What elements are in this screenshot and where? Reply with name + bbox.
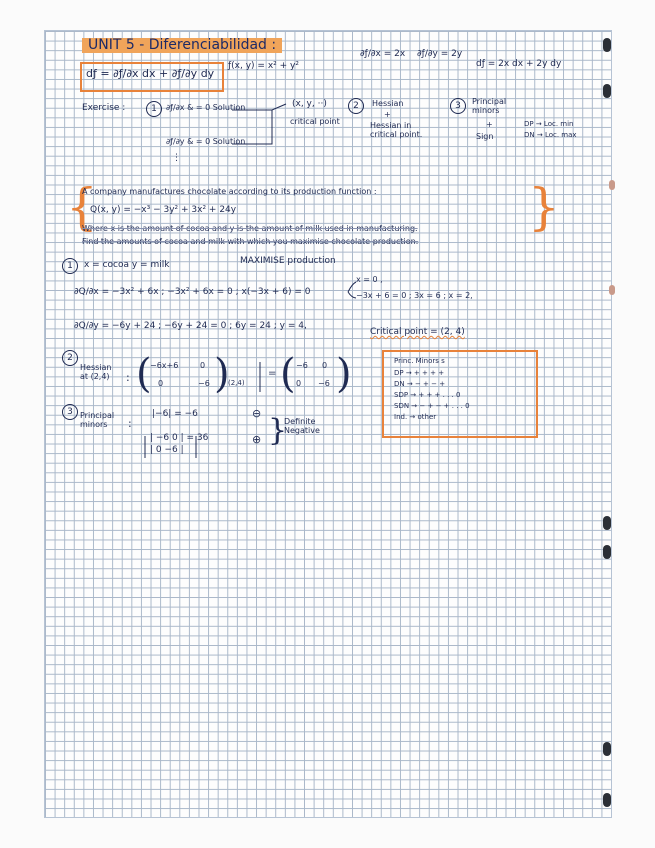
critical-point-result: Critical point = (2, 4): [370, 327, 465, 337]
problem-line-3: Where x is the amount of cocoa and y is the amount of milk used in manufacturing.: [82, 224, 418, 233]
hessian-eval-point: (2,4): [228, 379, 245, 387]
solution-step-3-circle: 3: [62, 404, 78, 420]
hessian-m1-c: 0: [158, 379, 164, 388]
sign-negative: ⊖: [252, 407, 262, 420]
hessian-m2-a: −6: [296, 361, 308, 370]
hessian-m2-b: 0: [322, 361, 328, 370]
princ-row-sdn: SDN → − + − + . . . 0: [394, 402, 470, 410]
partial-q-x: ∂Q/∂x = −3x² + 6x ; −3x² + 6x = 0 ; x(−3x + 6) = 0: [74, 287, 311, 297]
solution-step-2-circle: 2: [62, 350, 78, 366]
minor-1: |−6| = −6: [152, 409, 198, 419]
sign-positive: ⊕: [252, 433, 262, 446]
critical-point-tuple: (x, y, ··): [292, 99, 327, 109]
minor-2-row-2: | 0 −6 |: [150, 445, 184, 455]
branch-x-two: −3x + 6 = 0 ; 3x = 6 ; x = 2,: [356, 291, 473, 300]
matrix1-right-paren: ): [214, 351, 230, 397]
exercise-plus: +: [384, 110, 391, 119]
critical-point-label: critical point: [290, 117, 340, 126]
exercise-plus-2: +: [486, 120, 493, 129]
function-example: ƒ(x, y) = x² + y²: [228, 61, 299, 71]
problem-function: Q(x, y) = −x³ − 3y² + 3x² + 24y: [90, 205, 237, 215]
goal-label: MAXIMISE production: [240, 256, 336, 266]
matrix2-left-paren: (: [280, 351, 296, 397]
partial-y: ∂ƒ/∂y = 2y: [417, 49, 463, 59]
rule-dp: DP → Loc. min: [524, 120, 574, 128]
exercise-hessian: Hessian: [372, 99, 404, 108]
princ-box-title: Princ. Minors s: [394, 357, 445, 365]
step-2-circle: 2: [348, 98, 364, 114]
exercise-principal-minors: Principal minors: [472, 97, 507, 115]
result-definite-negative: Definite Negative: [284, 417, 320, 435]
equals-sign: =: [268, 368, 277, 379]
hessian-m1-b: 0: [200, 361, 206, 370]
exercise-label: Exercise :: [82, 103, 126, 113]
problem-line-1: A company manufactures chocolate according to its production function :: [82, 187, 377, 196]
df-example: dƒ = 2x dx + 2y dy: [476, 59, 562, 69]
result-brace: }: [268, 413, 288, 448]
minor-2-row-1: | −6 0 | = 36: [150, 433, 209, 443]
exercise-sign: Sign: [476, 132, 494, 141]
hessian-m2-c: 0: [296, 379, 302, 388]
exercise-step1-b: ∂ƒ/∂y & = 0 Solution: [166, 137, 246, 146]
colon: :: [126, 371, 130, 384]
step-3-circle: 3: [450, 98, 466, 114]
left-brace: {: [66, 178, 98, 236]
matrix2-right-paren: ): [336, 351, 352, 397]
partial-q-y: ∂Q/∂y = −6y + 24 ; −6y + 24 = 0 ; 6y = 24 ; y = 4,: [74, 321, 307, 331]
princ-row-dn: DN → − + − +: [394, 380, 446, 388]
princ-row-ind: Ind. → other: [394, 413, 437, 421]
rule-dn: DN → Loc. max: [524, 131, 577, 139]
principal-minors-label: Principal minors: [80, 411, 115, 429]
problem-line-4: Find the amounts of cocoa and milk with which you maximise chocolate production.: [82, 237, 419, 246]
total-differential: dƒ = ∂ƒ/∂x dx + ∂ƒ/∂y dy: [86, 67, 215, 80]
princ-row-dp: DP → + + + +: [394, 369, 445, 377]
hessian-m1-d: −6: [198, 379, 210, 388]
exercise-dots: ⋮: [172, 153, 181, 163]
hessian-m1-a: −6x+6: [150, 361, 179, 370]
exercise-step1-a: ∂ƒ/∂x & = 0 Solution: [166, 103, 246, 112]
hessian-m2-d: −6: [318, 379, 330, 388]
hessian-label: Hessian at (2,4): [80, 363, 112, 381]
colon-2: :: [128, 417, 132, 430]
page-title: UNIT 5 - Diferenciabilidad :: [82, 38, 282, 53]
variable-definitions: x = cocoa y = milk: [84, 260, 170, 270]
branch-x-zero: x = 0 ,: [356, 275, 383, 284]
step-1-circle: 1: [146, 101, 162, 117]
right-brace: }: [528, 178, 560, 236]
partial-x: ∂ƒ/∂x = 2x: [360, 49, 406, 59]
princ-row-sdp: SDP → + + + . . . 0: [394, 391, 461, 399]
matrix1-left-paren: (: [136, 351, 152, 397]
solution-step-1-circle: 1: [62, 258, 78, 274]
exercise-hessian-critical: Hessian in critical point.: [370, 121, 423, 139]
